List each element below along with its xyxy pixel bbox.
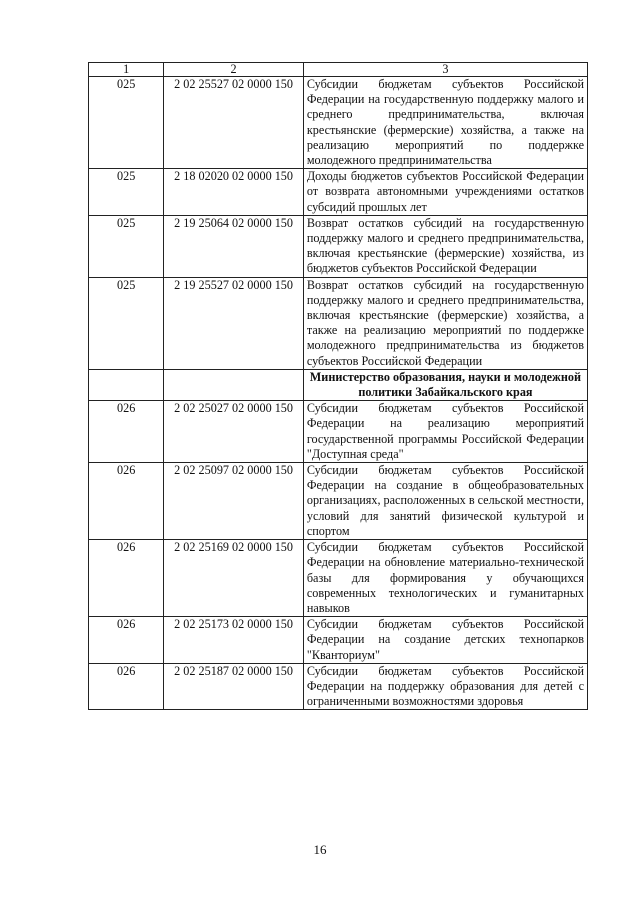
admin-code-cell: 026 <box>89 540 164 617</box>
table-row <box>89 277 588 369</box>
table-row <box>89 77 588 169</box>
table-row <box>89 463 588 540</box>
description-cell: Субсидии бюджетам субъектов Российской Федерации на обновление материально-технической базы для формирования у обучающихся современных технологических и гуманитарных навыков <box>303 540 587 617</box>
description-cell: Субсидии бюджетам субъектов Российской Федерации на поддержку образования для детей с ограниченными возможностями здоровья <box>303 663 587 710</box>
admin-code-cell: 025 <box>89 77 164 169</box>
revenue-code-cell: 2 02 25527 02 0000 150 <box>164 77 304 169</box>
revenue-code-cell: 2 02 25173 02 0000 150 <box>164 617 304 664</box>
table-row <box>89 169 588 216</box>
header-col-3: 3 <box>303 63 587 77</box>
admin-code-cell: 025 <box>89 215 164 277</box>
revenue-code-cell <box>164 369 304 400</box>
admin-code-cell: 026 <box>89 401 164 463</box>
admin-code-cell: 026 <box>89 663 164 710</box>
table-row <box>89 617 588 664</box>
admin-code-cell: 025 <box>89 169 164 216</box>
revenue-codes-table <box>88 62 588 710</box>
table-row <box>89 540 588 617</box>
table-row <box>89 215 588 277</box>
header-col-1: 1 <box>89 63 164 77</box>
admin-code-cell: 025 <box>89 277 164 369</box>
admin-code-cell <box>89 369 164 400</box>
description-cell: Субсидии бюджетам субъектов Российской Федерации на государственную поддержку малого и среднего предпринимательства, включая крестьянские (фермерские) хозяйства, а также на реализацию мероприятий по поддержке молодежного предпринимательства <box>303 77 587 169</box>
table-row <box>89 663 588 710</box>
revenue-code-cell: 2 02 25169 02 0000 150 <box>164 540 304 617</box>
revenue-code-cell: 2 02 25027 02 0000 150 <box>164 401 304 463</box>
page-number: 16 <box>313 842 327 857</box>
description-cell: Возврат остатков субсидий на государственную поддержку малого и среднего предпринимательства, включая крестьянские (фермерские) хозяйства, из бюджетов субъектов Российской Федерации <box>303 215 587 277</box>
section-row <box>89 369 588 400</box>
revenue-code-cell: 2 02 25097 02 0000 150 <box>164 463 304 540</box>
table-header-row <box>89 63 588 77</box>
revenue-code-cell: 2 02 25187 02 0000 150 <box>164 663 304 710</box>
revenue-code-cell: 2 19 25064 02 0000 150 <box>164 215 304 277</box>
revenue-code-cell: 2 18 02020 02 0000 150 <box>164 169 304 216</box>
header-col-2: 2 <box>164 63 304 77</box>
table-row <box>89 401 588 463</box>
description-cell: Доходы бюджетов субъектов Российской Федерации от возврата автономными учреждениями остатков субсидий прошлых лет <box>303 169 587 216</box>
ministry-section-heading: Министерство образования, науки и молодежной политики Забайкальского края <box>303 369 587 400</box>
description-cell: Возврат остатков субсидий на государственную поддержку малого и среднего предпринимательства, включая крестьянские (фермерские) хозяйства, а также на реализацию мероприятий по поддержке молодежного предпринимательства из бюджетов субъектов Российской Федерации <box>303 277 587 369</box>
admin-code-cell: 026 <box>89 617 164 664</box>
description-cell: Субсидии бюджетам субъектов Российской Федерации на создание детских технопарков "Кванториум" <box>303 617 587 664</box>
description-cell: Субсидии бюджетам субъектов Российской Федерации на создание в общеобразовательных организациях, расположенных в сельской местности, условий для занятий физической культурой и спортом <box>303 463 587 540</box>
description-cell: Субсидии бюджетам субъектов Российской Федерации на реализацию мероприятий государственной программы Российской Федерации "Доступная среда" <box>303 401 587 463</box>
revenue-code-cell: 2 19 25527 02 0000 150 <box>164 277 304 369</box>
admin-code-cell: 026 <box>89 463 164 540</box>
